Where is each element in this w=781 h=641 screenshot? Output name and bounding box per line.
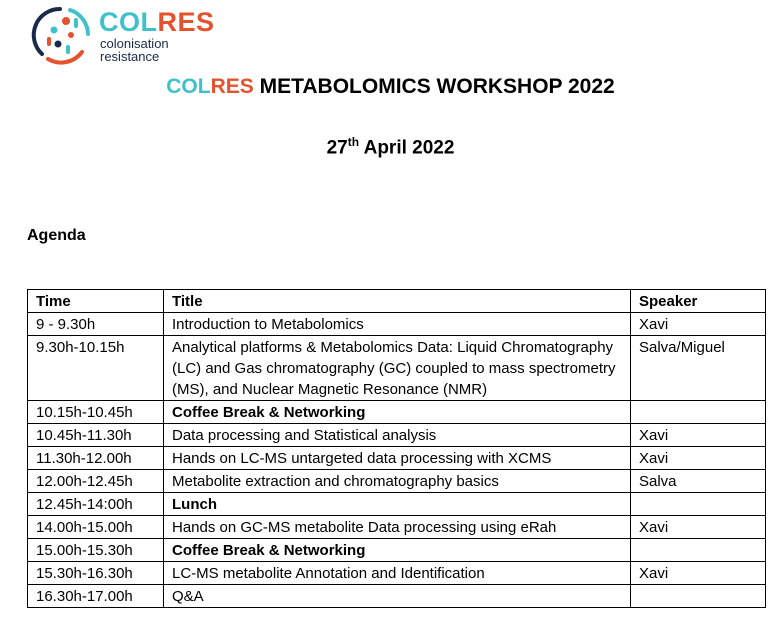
column-header-speaker: Speaker (631, 290, 766, 313)
row-time: 16.30h-17.00h (28, 585, 164, 608)
table-row (28, 424, 766, 447)
row-title: Hands on GC-MS metabolite Data processing using eRah (164, 516, 631, 539)
page-title: COLRES METABOLOMICS WORKSHOP 2022 (166, 75, 615, 98)
column-header-title: Title (164, 290, 631, 313)
table-row (28, 313, 766, 336)
row-time: 15.30h-16.30h (28, 562, 164, 585)
row-time: 14.00h-15.00h (28, 516, 164, 539)
table-row (28, 493, 766, 516)
row-title: Introduction to Metabolomics (164, 313, 631, 336)
row-time: 9.30h-10.15h (28, 336, 164, 401)
row-speaker (631, 493, 766, 516)
row-speaker (631, 539, 766, 562)
logo-tagline-line2: resistance (100, 49, 160, 64)
agenda-heading: Agenda (27, 227, 86, 244)
row-title: Coffee Break & Networking (164, 401, 631, 424)
table-row (28, 516, 766, 539)
table-row (28, 447, 766, 470)
table-row (28, 401, 766, 424)
column-header-time: Time (28, 290, 164, 313)
table-row (28, 539, 766, 562)
row-time: 10.15h-10.45h (28, 401, 164, 424)
row-speaker: Salva (631, 470, 766, 493)
row-time: 12.00h-12.45h (28, 470, 164, 493)
row-title: Hands on LC-MS untargeted data processing with XCMS (164, 447, 631, 470)
logo-tagline-line1: colonisation (100, 36, 169, 51)
table-row (28, 585, 766, 608)
table-header-row (28, 290, 766, 313)
row-time: 11.30h-12.00h (28, 447, 164, 470)
row-speaker: Xavi (631, 424, 766, 447)
row-speaker: Xavi (631, 447, 766, 470)
row-title: Coffee Break & Networking (164, 539, 631, 562)
row-title: Data processing and Statistical analysis (164, 424, 631, 447)
row-title: Analytical platforms & Metabolomics Data: Liquid Chromatography (LC) and Gas chromatography (GC) coupled to mass spectrometry (MS), and Nuclear Magnetic Resonance (NMR) (164, 336, 631, 401)
workshop-date: 27th April 2022 (326, 135, 455, 159)
colres-logo-mark-icon (30, 4, 94, 66)
table-row (28, 470, 766, 493)
row-time: 15.00h-15.30h (28, 539, 164, 562)
row-speaker: Salva/Miguel (631, 336, 766, 401)
row-title: LC-MS metabolite Annotation and Identification (164, 562, 631, 585)
row-title: Lunch (164, 493, 631, 516)
row-time: 9 - 9.30h (28, 313, 164, 336)
row-time: 10.45h-11.30h (28, 424, 164, 447)
table-row (28, 562, 766, 585)
row-time: 12.45h-14:00h (28, 493, 164, 516)
row-speaker: Xavi (631, 313, 766, 336)
logo-brand: COLRES (99, 7, 215, 37)
row-speaker: Xavi (631, 562, 766, 585)
row-title: Q&A (164, 585, 631, 608)
row-speaker (631, 585, 766, 608)
agenda-table (27, 289, 766, 608)
colres-logo (30, 4, 220, 66)
row-speaker: Xavi (631, 516, 766, 539)
row-title: Metabolite extraction and chromatography basics (164, 470, 631, 493)
table-row (28, 336, 766, 401)
row-speaker (631, 401, 766, 424)
